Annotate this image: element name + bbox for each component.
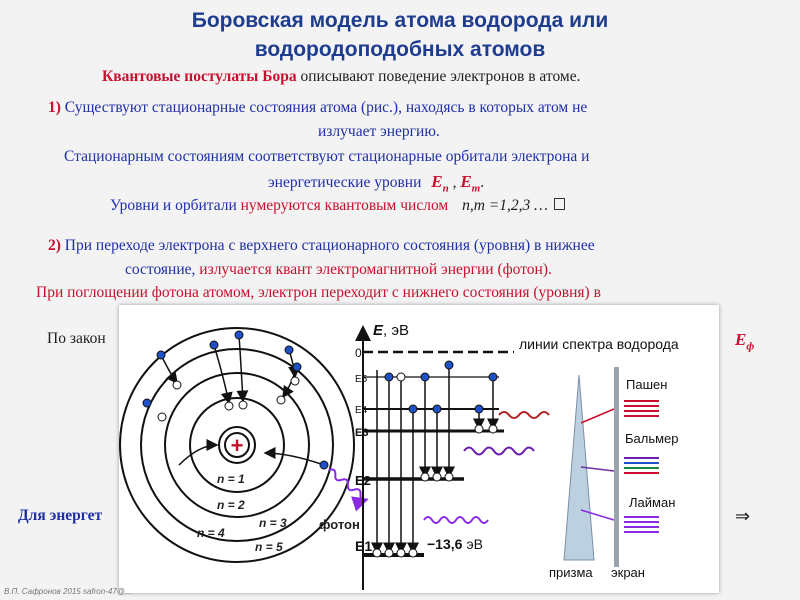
postulate1-line1 xyxy=(48,99,587,117)
orbit-label-2: n = 2 xyxy=(217,498,245,512)
level-electrons xyxy=(373,361,497,557)
bohr-diagram-svg xyxy=(119,305,719,593)
postulate2-line2 xyxy=(125,261,552,279)
paschen-lines xyxy=(624,401,659,416)
level-E1-label: E1 xyxy=(355,538,373,554)
electron-vacancy xyxy=(225,402,233,410)
intro-rest: описывают поведение электронов в атоме. xyxy=(300,68,581,85)
postulate1-line4: энергетические уровни $E_n$ , $E_m$. xyxy=(268,172,485,195)
emitted-waves xyxy=(424,412,549,523)
orbit-label-5: n = 5 xyxy=(255,540,283,554)
symbol-Em: $E_m$ xyxy=(460,172,481,195)
energy-levels xyxy=(363,352,514,555)
energy-partial-text: Для энергет xyxy=(18,507,103,524)
numbered-text: нумеруются квантовым числом xyxy=(240,197,449,214)
prism-label: призма xyxy=(549,565,593,580)
electron xyxy=(210,341,218,349)
orbit-label-4: n = 4 xyxy=(197,526,225,540)
wave-balmer xyxy=(464,448,534,455)
placeholder-box-icon xyxy=(554,198,565,210)
electron xyxy=(320,461,328,469)
intro-highlight: Квантовые постулаты Бора xyxy=(102,68,297,85)
electron-vacancy xyxy=(291,377,299,385)
bohr-diagram xyxy=(119,305,719,593)
level-transitions xyxy=(377,365,493,553)
postulate1-text: Существуют стационарные состояния атома (рис.), находясь в которых атом не xyxy=(64,99,588,116)
title-line-1: Боровская модель атома водорода или xyxy=(191,9,609,32)
wave-lyman xyxy=(424,517,488,523)
orbit-label-1: n = 1 xyxy=(217,472,245,486)
title-line-2: водородоподобных атомов xyxy=(254,38,546,61)
spectrum-title: линии спектра водорода xyxy=(519,336,679,352)
postulate1-number: 1) xyxy=(48,99,61,116)
orbit-label-3: n = 3 xyxy=(259,516,287,530)
balmer-lines xyxy=(624,458,659,473)
electron xyxy=(235,331,243,339)
intro-line xyxy=(102,68,581,86)
quantum-numbers: n,m =1,2,3 … xyxy=(462,197,548,214)
law-partial-text: По закон xyxy=(47,330,106,347)
state-text: состояние, xyxy=(125,261,196,278)
series-balmer: Бальмер xyxy=(625,431,679,446)
footer-credit: В.П. Сафронов 2015 safron-47@... xyxy=(4,587,132,596)
level-zero-label: 0 xyxy=(355,346,362,360)
photon-energy-symbol: $E_ф$ xyxy=(735,330,755,353)
electron xyxy=(157,351,165,359)
series-paschen: Пашен xyxy=(626,377,668,392)
emission-text: излучается квант электромагнитной энергии (фотон). xyxy=(199,261,552,278)
lyman-lines xyxy=(624,517,659,532)
postulate2-line1 xyxy=(48,237,595,255)
electron xyxy=(143,399,151,407)
slide-title xyxy=(0,6,800,64)
electron-vacancy xyxy=(158,413,166,421)
nucleus-plus: + xyxy=(230,433,244,458)
wave-paschen xyxy=(499,412,549,418)
level-E3-label: E3 xyxy=(355,427,369,439)
symbol-En: $E_n$ xyxy=(431,172,449,195)
energy-axis-label: E, эВ xyxy=(373,322,410,339)
ground-energy: −13,6 эВ xyxy=(427,536,483,552)
postulate1-levels-text: энергетические уровни xyxy=(268,174,422,191)
postulate1-line5 xyxy=(110,197,565,215)
levels-orbitals-text: Уровни и орбитали xyxy=(110,197,237,214)
postulate2-number: 2) xyxy=(48,237,61,254)
screen xyxy=(614,367,619,567)
postulate2-text: При переходе электрона с верхнего стационарного состояния (уровня) в нижнее xyxy=(64,237,595,254)
implies-arrow: ⇒ xyxy=(735,506,751,526)
screen-label: экран xyxy=(611,565,645,580)
electron xyxy=(285,346,293,354)
electron-vacancy xyxy=(277,396,285,404)
level-E5-label: E5 xyxy=(355,374,368,385)
postulate1-line2: излучает энергию. xyxy=(318,123,440,140)
photon-label: фотон xyxy=(319,517,360,532)
level-E4-label: E4 xyxy=(355,405,368,416)
electron-vacancy xyxy=(239,401,247,409)
series-lyman: Лайман xyxy=(629,495,676,510)
electron-vacancy xyxy=(173,381,181,389)
electron xyxy=(293,363,301,371)
postulate2-line3: При поглощении фотона атомом, электрон переходит с нижнего состояния (уровня) в xyxy=(36,284,601,301)
postulate1-line3: Стационарным состояниям соответствуют стационарные орбитали электрона и xyxy=(64,148,590,165)
level-E2-label: E2 xyxy=(355,473,371,488)
